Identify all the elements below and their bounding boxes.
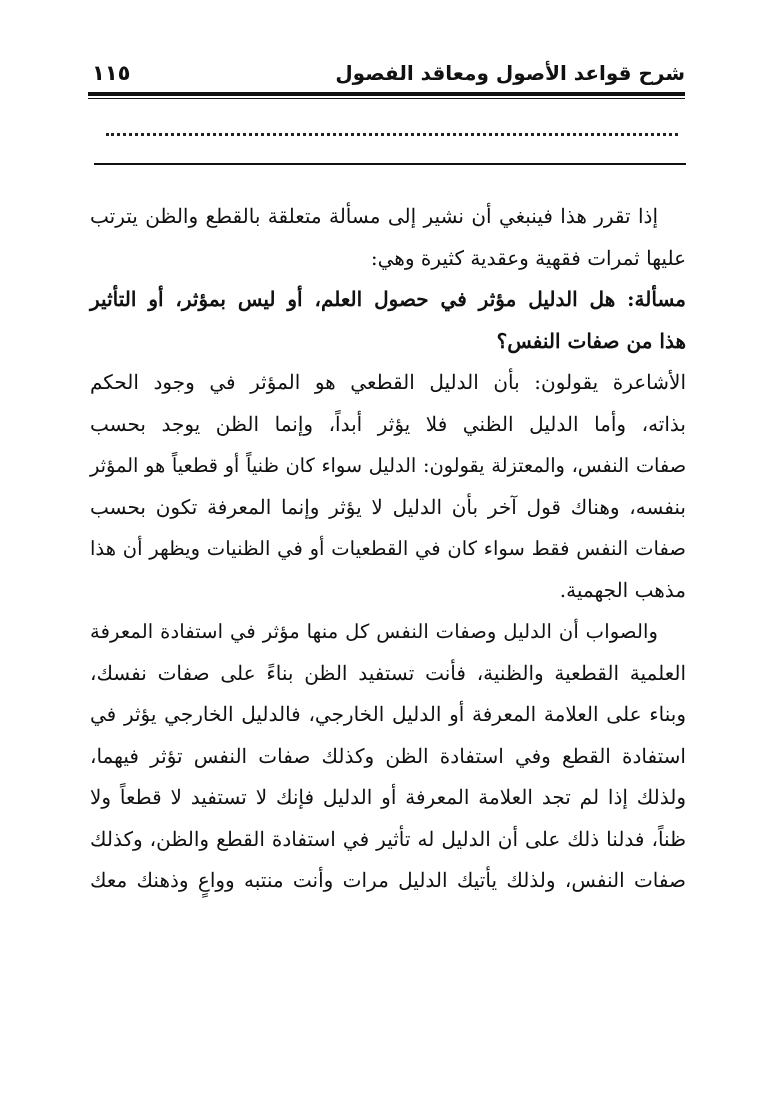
text-line: مسألة: هل الدليل مؤثر في حصول العلم، أو ليس بمؤثر، أو التأثير (90, 287, 686, 311)
text-line: هذا من صفات النفس؟ (496, 328, 686, 353)
page-number: ١١٥ (92, 61, 131, 85)
running-header-title: شرح قواعد الأصول ومعاقد الفصول (335, 61, 685, 85)
text-line: صفات النفس، ولذلك يأتيك الدليل مرات وأنت منتبه وواعٍ وذهنك معك (90, 868, 686, 892)
text-line: بنفسه، وهناك قول آخر بأن الدليل لا يؤثر وإنما المعرفة تكون بحسب (90, 494, 686, 519)
text-line: استفادة القطع وفي استفادة الظن وكذلك صفات النفس تؤثر فيهما، (90, 743, 686, 768)
text-line: العلمية القطعية والظنية، فأنت تستفيد الظن بناءً على صفات نفسك، (90, 660, 686, 685)
text-line: ولذلك إذا لم تجد العلامة المعرفة أو الدليل فإنك لا تستفيد لا قطعاً ولا (90, 785, 686, 809)
text-line: مذهب الجهمية. (559, 577, 686, 602)
text-line: إذا تقرر هذا فينبغي أن نشير إلى مسألة متعلقة بالقطع والظن يترتب (90, 204, 658, 228)
body-text (90, 196, 686, 902)
running-header (92, 58, 685, 88)
text-line: ظناً، فدلنا ذلك على أن الدليل له تأثير في استفادة القطع والظن، وكذلك (90, 826, 686, 851)
text-line: صفات النفس، والمعتزلة يقولون: الدليل سواء كان ظنياً أو قطعياً هو المؤثر (90, 454, 686, 477)
section-rule (94, 163, 686, 165)
text-line: الأشاعرة يقولون: بأن الدليل القطعي هو المؤثر في وجود الحكم (90, 370, 686, 394)
paragraph-intro (90, 196, 686, 279)
header-rule-thick (88, 92, 685, 96)
text-line: عليها ثمرات فقهية وعقدية كثيرة وهي: (370, 245, 686, 270)
paragraph-views (90, 362, 686, 611)
text-line: بذاته، وأما الدليل الظني فلا يؤثر أبداً، وإنما الظن يوجد بحسب (90, 411, 686, 436)
header-rule-thin (88, 98, 685, 99)
paragraph-correct-view (90, 611, 686, 902)
text-line: صفات النفس فقط سواء كان في القطعيات أو في الظنيات ويظهر أن هذا (90, 537, 686, 560)
text-line: والصواب أن الدليل وصفات النفس كل منها مؤثر في استفادة المعرفة (90, 620, 658, 643)
text-line: وبناء على العلامة المعرفة أو الدليل الخارجي، فالدليل الخارجي يؤثر في (90, 702, 686, 726)
paragraph-question (90, 279, 686, 362)
dotted-separator (106, 133, 678, 136)
